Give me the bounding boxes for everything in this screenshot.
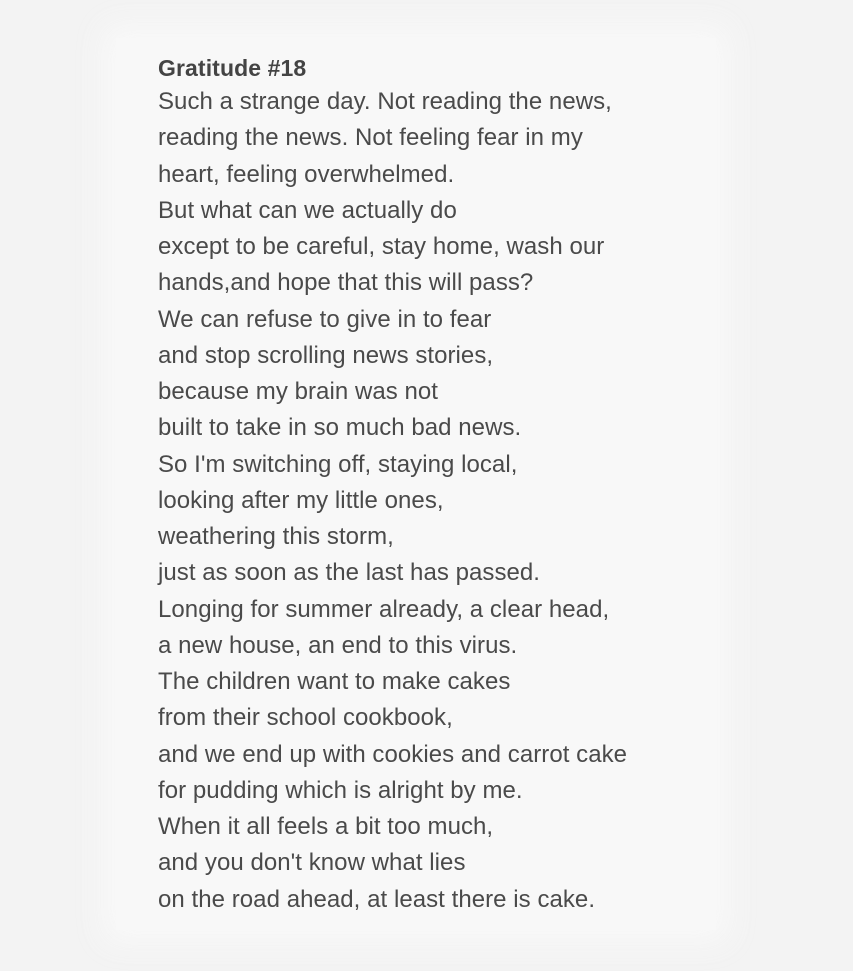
poem-line: built to take in so much bad news. bbox=[158, 414, 522, 442]
poem-line: for pudding which is alright by me. bbox=[158, 776, 523, 804]
poem-line: looking after my little ones, bbox=[158, 486, 444, 514]
poem-body bbox=[158, 52, 718, 918]
poem-line: hands,and hope that this will pass? bbox=[158, 269, 534, 297]
poem-line: except to be careful, stay home, wash our bbox=[158, 233, 605, 260]
poem-title: Gratitude #18 bbox=[158, 55, 307, 81]
poem-line: just as soon as the last has passed. bbox=[158, 559, 541, 587]
poem-line: and we end up with cookies and carrot cake bbox=[158, 740, 628, 768]
poem-line: Longing for summer already, a clear head, bbox=[158, 595, 610, 623]
poem-line: Such a strange day. Not reading the news, bbox=[158, 88, 612, 115]
poem-line: When it all feels a bit too much, bbox=[158, 813, 494, 840]
poem-line: and stop scrolling news stories, bbox=[158, 341, 494, 369]
poem-line: The children want to make cakes bbox=[158, 668, 511, 695]
poem-line: from their school cookbook, bbox=[158, 704, 453, 732]
poem-line: on the road ahead, at least there is cake. bbox=[158, 885, 596, 913]
poem-line: heart, feeling overwhelmed. bbox=[158, 160, 455, 188]
poem-line: We can refuse to give in to fear bbox=[158, 305, 492, 333]
poem-line: So I'm switching off, staying local, bbox=[158, 450, 518, 478]
poem-line: But what can we actually do bbox=[158, 196, 457, 224]
poem-line: reading the news. Not feeling fear in my bbox=[158, 124, 583, 152]
poem-line: because my brain was not bbox=[158, 378, 439, 405]
poem-line: weathering this storm, bbox=[158, 523, 394, 550]
poem-line: and you don't know what lies bbox=[158, 849, 466, 877]
poem-line: a new house, an end to this virus. bbox=[158, 631, 518, 659]
